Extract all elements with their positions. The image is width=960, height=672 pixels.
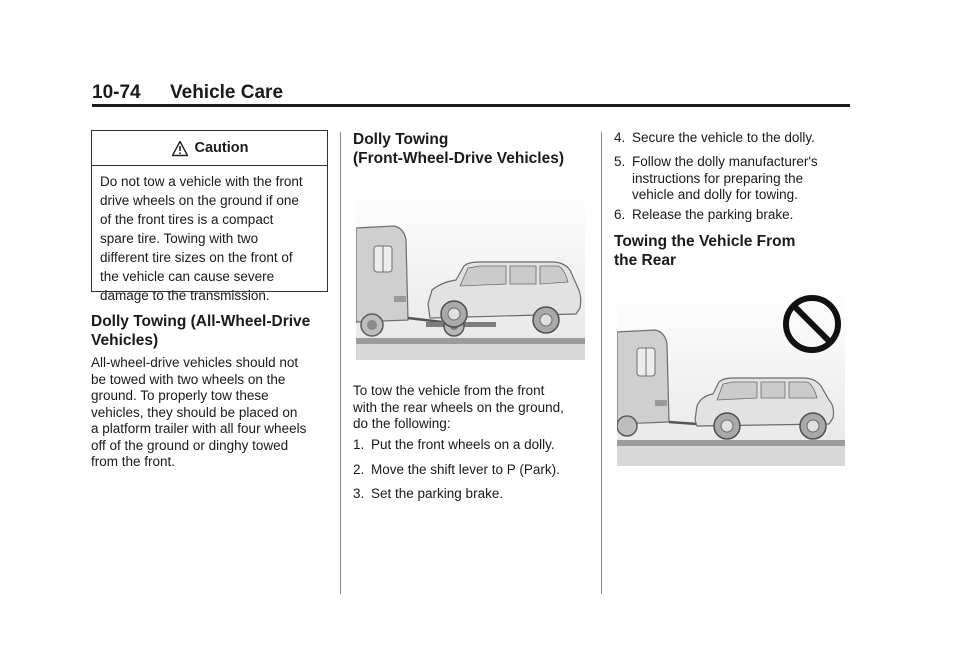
- caution-text: [92, 166, 327, 305]
- caution-line: the vehicle can cause severe: [100, 269, 275, 284]
- step-text: Secure the vehicle to the dolly.: [632, 130, 815, 145]
- caution-box: [91, 130, 328, 303]
- step-text: instructions for preparing the: [632, 170, 804, 186]
- awd-heading-line: Vehicles): [91, 332, 159, 349]
- right-step: [614, 154, 854, 206]
- fwd-step: [353, 437, 593, 455]
- step-number: 1.: [353, 437, 365, 452]
- page-header: [92, 80, 850, 104]
- step-number: 5.: [614, 154, 626, 169]
- column-divider-right: [601, 132, 602, 594]
- rear-heading-line: the Rear: [614, 252, 677, 269]
- fwd-step: [353, 462, 593, 480]
- awd-line: ground. To properly tow these: [91, 388, 269, 403]
- step-text: Put the front wheels on a dolly.: [371, 437, 555, 452]
- awd-heading-line: Dolly Towing (All-Wheel-Drive: [91, 313, 311, 330]
- fwd-step: [353, 486, 593, 504]
- step-text: Release the parking brake.: [632, 207, 794, 222]
- caution-line: of the front tires is a compact: [100, 212, 274, 227]
- page-number: 10-74: [92, 82, 141, 103]
- awd-line: off of the ground or dinghy towed: [91, 437, 289, 453]
- awd-line: All-wheel-drive vehicles should not: [91, 355, 299, 370]
- awd-heading: [91, 312, 310, 350]
- right-step: [614, 130, 854, 148]
- step-text: vehicle and dolly for towing.: [632, 187, 798, 202]
- step-text: Follow the dolly manufacturer's: [632, 154, 818, 169]
- column-divider-left: [340, 132, 341, 594]
- header-rule: [92, 104, 850, 107]
- awd-paragraph: [91, 355, 306, 471]
- awd-line: vehicles, they should be placed on: [91, 404, 298, 420]
- rear-tow-prohibited-illustration: [617, 288, 845, 466]
- step-number: 2.: [353, 462, 365, 477]
- fwd-intro-line: with the rear wheels on the ground,: [353, 399, 564, 415]
- fwd-intro-line: do the following:: [353, 416, 451, 431]
- step-number: 3.: [353, 486, 365, 501]
- caution-line: damage to the transmission.: [100, 288, 270, 303]
- fwd-heading-line: Dolly Towing: [353, 131, 449, 148]
- awd-line: be towed with two wheels on the: [91, 371, 286, 387]
- fwd-heading: [353, 130, 564, 168]
- fwd-intro-line: To tow the vehicle from the front: [353, 383, 545, 398]
- caution-header: [92, 131, 327, 166]
- fwd-heading-line: (Front-Wheel-Drive Vehicles): [353, 150, 565, 167]
- caution-title: Caution: [194, 140, 249, 156]
- step-number: 4.: [614, 130, 626, 145]
- section-title: Vehicle Care: [170, 82, 284, 103]
- awd-line: a platform trailer with all four wheels: [91, 421, 307, 436]
- caution-line: spare tire. Towing with two: [100, 231, 259, 246]
- fwd-intro: [353, 383, 564, 433]
- step-text: Set the parking brake.: [371, 486, 504, 501]
- caution-line: different tire sizes on the front of: [100, 250, 293, 265]
- caution-line: drive wheels on the ground if one: [100, 193, 299, 208]
- step-text: Move the shift lever to P (Park).: [371, 462, 560, 477]
- caution-warning-icon: [171, 140, 189, 157]
- rear-tow-heading: [614, 232, 795, 270]
- step-number: 6.: [614, 207, 626, 222]
- right-step: [614, 207, 854, 225]
- dolly-tow-illustration: [356, 188, 585, 360]
- caution-line: Do not tow a vehicle with the front: [100, 174, 303, 189]
- rear-heading-line: Towing the Vehicle From: [614, 233, 796, 250]
- awd-line: from the front.: [91, 454, 176, 469]
